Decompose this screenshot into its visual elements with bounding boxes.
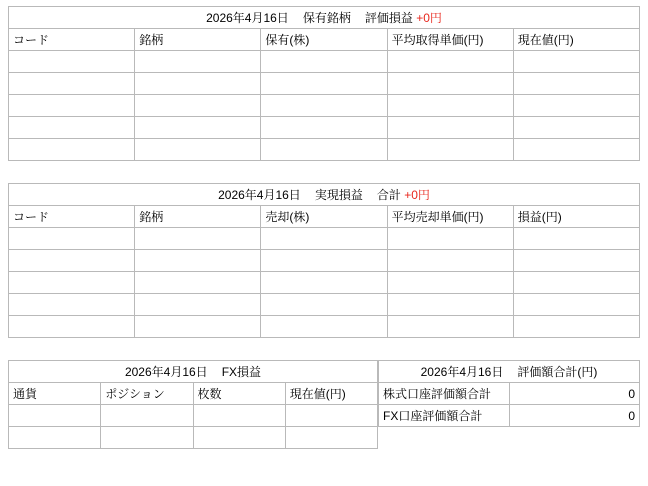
- fx-cell-position[interactable]: [101, 427, 193, 449]
- holdings-col-code: コード: [9, 29, 135, 51]
- realized-table: [8, 183, 640, 338]
- valuation-section: [378, 360, 640, 449]
- table-row[interactable]: [9, 294, 640, 316]
- realized-cell-code[interactable]: [9, 272, 135, 294]
- realized-title-row: [9, 184, 640, 206]
- valuation-value-stock[interactable]: 0: [509, 383, 640, 405]
- holdings-col-name: 銘柄: [135, 29, 261, 51]
- holdings-cell-avgprice[interactable]: [387, 95, 513, 117]
- holdings-title-label: 保有銘柄: [302, 11, 351, 25]
- holdings-cell-code[interactable]: [9, 51, 135, 73]
- realized-cell-shares[interactable]: [261, 250, 387, 272]
- holdings-cell-avgprice[interactable]: [387, 51, 513, 73]
- table-row[interactable]: [9, 316, 640, 338]
- holdings-col-current: 現在値(円): [513, 29, 639, 51]
- holdings-col-shares: 保有(株): [261, 29, 387, 51]
- table-row[interactable]: [9, 95, 640, 117]
- fx-title-cell: [9, 361, 378, 383]
- realized-cell-avgprice[interactable]: [387, 250, 513, 272]
- realized-cell-avgprice[interactable]: [387, 316, 513, 338]
- holdings-cell-avgprice[interactable]: [387, 139, 513, 161]
- valuation-title-date: 2026年4月16日: [420, 365, 504, 379]
- fx-section: [8, 360, 378, 449]
- holdings-cell-code[interactable]: [9, 73, 135, 95]
- fx-header-row: [9, 383, 378, 405]
- holdings-title-metric: 評価損益: [364, 11, 413, 25]
- realized-header-row: [9, 206, 640, 228]
- realized-cell-pl[interactable]: [513, 228, 639, 250]
- table-row[interactable]: [9, 228, 640, 250]
- valuation-label-stock: 株式口座評価額合計: [379, 383, 510, 405]
- holdings-col-avgprice: 平均取得単価(円): [387, 29, 513, 51]
- fx-col-currency: 通貨: [9, 383, 101, 405]
- fx-table: [8, 360, 378, 449]
- table-row[interactable]: [9, 139, 640, 161]
- valuation-title-label: 評価額合計(円): [517, 365, 598, 379]
- holdings-cell-shares[interactable]: [261, 51, 387, 73]
- holdings-cell-name[interactable]: [135, 73, 261, 95]
- fx-cell-current[interactable]: [285, 405, 377, 427]
- table-row[interactable]: [9, 272, 640, 294]
- holdings-cell-avgprice[interactable]: [387, 73, 513, 95]
- fx-col-current: 現在値(円): [285, 383, 377, 405]
- realized-cell-shares[interactable]: [261, 316, 387, 338]
- holdings-cell-name[interactable]: [135, 95, 261, 117]
- realized-cell-pl[interactable]: [513, 316, 639, 338]
- holdings-cell-shares[interactable]: [261, 73, 387, 95]
- realized-cell-code[interactable]: [9, 250, 135, 272]
- valuation-table: [378, 360, 640, 427]
- valuation-title-cell: [379, 361, 640, 383]
- fx-title-date: 2026年4月16日: [124, 365, 208, 379]
- valuation-row-fx[interactable]: [379, 405, 640, 427]
- realized-cell-avgprice[interactable]: [387, 228, 513, 250]
- holdings-header-row: [9, 29, 640, 51]
- table-row[interactable]: [9, 73, 640, 95]
- holdings-cell-code[interactable]: [9, 117, 135, 139]
- fx-cell-lots[interactable]: [193, 427, 285, 449]
- realized-col-code: コード: [9, 206, 135, 228]
- table-row[interactable]: [9, 405, 378, 427]
- realized-title-date: 2026年4月16日: [218, 188, 301, 202]
- realized-title-cell: [9, 184, 640, 206]
- holdings-cell-current[interactable]: [513, 51, 639, 73]
- realized-cell-name[interactable]: [135, 250, 261, 272]
- holdings-title-row: [9, 7, 640, 29]
- table-row[interactable]: [9, 427, 378, 449]
- realized-cell-code[interactable]: [9, 316, 135, 338]
- realized-cell-name[interactable]: [135, 228, 261, 250]
- table-row[interactable]: [9, 51, 640, 73]
- fx-cell-lots[interactable]: [193, 405, 285, 427]
- holdings-cell-current[interactable]: [513, 117, 639, 139]
- holdings-cell-current[interactable]: [513, 139, 639, 161]
- table-row[interactable]: [9, 250, 640, 272]
- realized-col-name: 銘柄: [135, 206, 261, 228]
- valuation-title-row: [379, 361, 640, 383]
- table-row[interactable]: [9, 117, 640, 139]
- realized-cell-name[interactable]: [135, 272, 261, 294]
- realized-title-label: 実現損益: [314, 188, 363, 202]
- holdings-cell-name[interactable]: [135, 139, 261, 161]
- holdings-cell-name[interactable]: [135, 117, 261, 139]
- holdings-cell-shares[interactable]: [261, 139, 387, 161]
- holdings-cell-shares[interactable]: [261, 117, 387, 139]
- realized-cell-avgprice[interactable]: [387, 272, 513, 294]
- fx-cell-position[interactable]: [101, 405, 193, 427]
- fx-cell-currency[interactable]: [9, 405, 101, 427]
- realized-cell-name[interactable]: [135, 294, 261, 316]
- realized-cell-shares[interactable]: [261, 272, 387, 294]
- realized-col-shares: 売却(株): [261, 206, 387, 228]
- valuation-value-fx[interactable]: 0: [509, 405, 640, 427]
- fx-title-row: [9, 361, 378, 383]
- section-gap-2: [8, 338, 640, 360]
- realized-cell-pl[interactable]: [513, 250, 639, 272]
- holdings-cell-current[interactable]: [513, 73, 639, 95]
- realized-cell-shares[interactable]: [261, 294, 387, 316]
- fx-col-lots: 枚数: [193, 383, 285, 405]
- holdings-title-date: 2026年4月16日: [206, 11, 289, 25]
- holdings-cell-name[interactable]: [135, 51, 261, 73]
- section-gap: [8, 161, 640, 183]
- holdings-table: [8, 6, 640, 161]
- valuation-label-fx: FX口座評価額合計: [379, 405, 510, 427]
- holdings-cell-shares[interactable]: [261, 95, 387, 117]
- holdings-cell-code[interactable]: [9, 139, 135, 161]
- holdings-title-value: +0円: [416, 11, 442, 25]
- realized-cell-shares[interactable]: [261, 228, 387, 250]
- fx-cell-current[interactable]: [285, 427, 377, 449]
- realized-cell-avgprice[interactable]: [387, 294, 513, 316]
- holdings-title-cell: [9, 7, 640, 29]
- realized-col-avgprice: 平均売却単価(円): [387, 206, 513, 228]
- realized-cell-pl[interactable]: [513, 272, 639, 294]
- realized-cell-code[interactable]: [9, 294, 135, 316]
- realized-title-metric: 合計: [376, 188, 401, 202]
- fx-title-label: FX損益: [221, 365, 262, 379]
- bottom-section: [8, 360, 640, 449]
- fx-col-position: ポジション: [101, 383, 193, 405]
- realized-cell-pl[interactable]: [513, 294, 639, 316]
- realized-cell-code[interactable]: [9, 228, 135, 250]
- holdings-cell-avgprice[interactable]: [387, 117, 513, 139]
- holdings-cell-current[interactable]: [513, 95, 639, 117]
- realized-title-value: +0円: [404, 188, 430, 202]
- realized-col-pl: 損益(円): [513, 206, 639, 228]
- valuation-row-stock[interactable]: [379, 383, 640, 405]
- holdings-cell-code[interactable]: [9, 95, 135, 117]
- realized-cell-name[interactable]: [135, 316, 261, 338]
- fx-cell-currency[interactable]: [9, 427, 101, 449]
